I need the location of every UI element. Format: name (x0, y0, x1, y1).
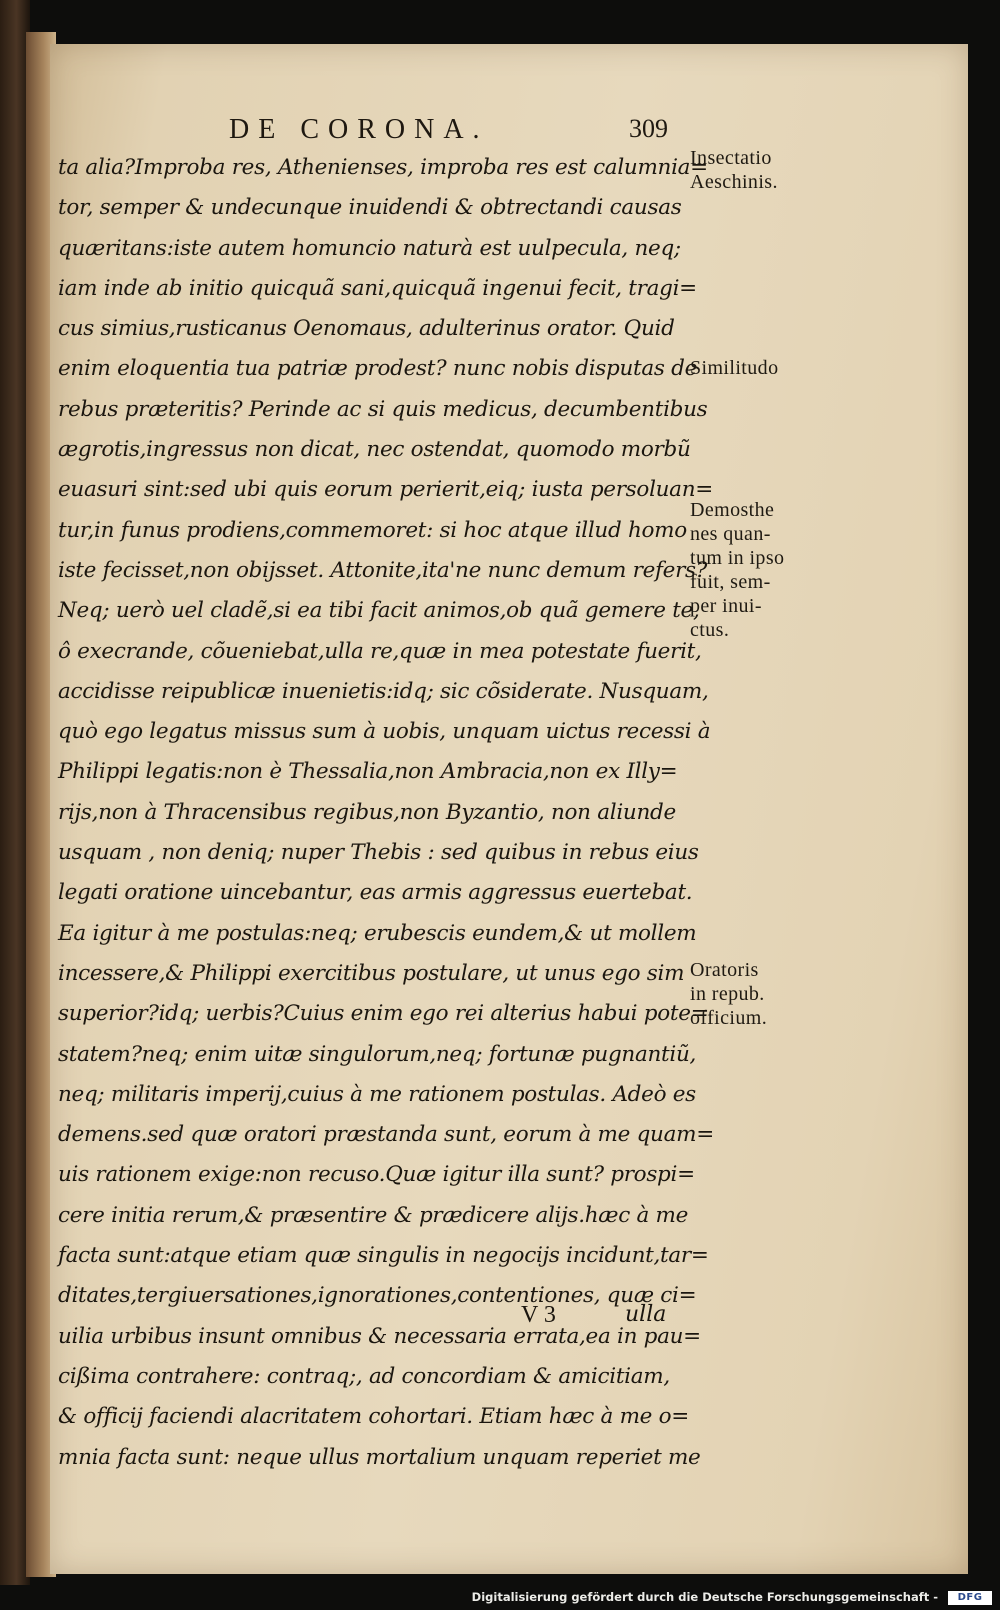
text-line: mnia facta sunt: neque ullus mortalium unquam reperiet me (58, 1444, 701, 1470)
dfg-logo-icon: DFG (948, 1591, 992, 1605)
text-line: iste fecisset,non obijsset. Attonite,ita'ne nunc demum refers? (58, 557, 708, 583)
margin-note-line: Insectatio (690, 147, 772, 169)
margin-note-oratoris (690, 958, 767, 1030)
text-line: euasuri sint:sed ubi quis eorum perierit,eiq; iusta persoluan= (58, 477, 713, 503)
margin-note-demosthenes (690, 498, 784, 642)
text-line: ditates,tergiuersationes,ignorationes,contentiones, quæ ci= (58, 1283, 697, 1309)
text-line: neq; militaris imperij,cuius à me rationem postulas. Adeò es (58, 1081, 696, 1107)
catchword: ulla (625, 1302, 667, 1327)
margin-note-line: Aeschinis. (690, 171, 778, 193)
text-line: & officij faciendi alacritatem cohortari. Etiam hæc à me o= (58, 1404, 689, 1430)
margin-note-line: ctus. (690, 619, 730, 641)
running-head-title: DE CORONA. (229, 114, 489, 145)
text-line: usquam , non deniq; nuper Thebis : sed quibus in rebus eius (58, 840, 699, 866)
text-line: Ea igitur à me postulas:neq; erubescis eundem,& ut mollem (58, 920, 697, 946)
margin-note-line: Oratoris (690, 959, 759, 981)
text-line: Philippi legatis:non è Thessalia,non Ambracia,non ex Illy= (58, 759, 678, 785)
signature-line (521, 1302, 701, 1336)
text-line: rebus præteritis? Perinde ac si quis medicus, decumbentibus (58, 396, 708, 422)
margin-note-line: Demosthe (690, 499, 775, 521)
margin-note-line: in repub. (690, 983, 765, 1005)
margin-note-line: tum in ipso (690, 547, 785, 569)
margin-note-line: nes quan- (690, 523, 771, 545)
text-line: tor, semper & undecunque inuidendi & obtrectandi causas (58, 195, 682, 221)
text-line: statem?neq; enim uitæ singulorum,neq; fortunæ pugnantiũ, (58, 1041, 697, 1067)
margin-note-insectatio (690, 146, 778, 194)
signature-mark: V 3 (521, 1302, 556, 1328)
text-line: cißima contrahere: contraq;, ad concordiam & amicitiam, (58, 1363, 670, 1389)
footer-bar (0, 1586, 1000, 1610)
text-line: uilia urbibus insunt omnibus & necessaria errata,ea in pau= (58, 1323, 701, 1349)
text-line: ô execrande, cõueniebat,ulla re,quæ in mea potestate fuerit, (58, 638, 702, 664)
text-line: rijs,non à Thracensibus regibus,non Byzantio, non aliunde (58, 799, 676, 825)
text-line: quò ego legatus missus sum à uobis, unquam uictus recessi à (58, 719, 711, 745)
body-text (58, 148, 714, 1478)
margin-note-line: fuit, sem- (690, 571, 771, 593)
text-line: superior?idq; uerbis?Cuius enim ego rei alterius habui pote= (58, 1001, 709, 1027)
text-line: iam inde ab initio quicquã sani,quicquã ingenui fecit, tragi= (58, 275, 697, 301)
text-line: legati oratione uincebantur, eas armis aggressus euertebat. (58, 880, 693, 906)
text-line: incessere,& Philippi exercitibus postulare, ut unus ego sim (58, 960, 685, 986)
page-number: 309 (629, 114, 668, 143)
text-line: Neq; uerò uel cladẽ,si ea tibi facit animos,ob quã gemere te, (58, 598, 700, 624)
text-line: ta alia?Improba res, Athenienses, improba res est calumnia= (58, 155, 708, 180)
text-line: tur,in funus prodiens,commemoret: si hoc atque illud homo (58, 517, 687, 543)
text-line: ægrotis,ingressus non dicat, nec ostendat, quomodo morbũ (58, 437, 691, 463)
text-line: demens.sed quæ oratori præstanda sunt, eorum à me quam= (58, 1122, 714, 1148)
text-line: cus simius,rusticanus Oenomaus, adulterinus orator. Quid (58, 316, 675, 342)
margin-note-line: officium. (690, 1007, 768, 1029)
footer-credit: Digitalisierung gefördert durch die Deutsche Forschungsgemeinschaft - (471, 1590, 938, 1604)
text-line: quæritans:iste autem homuncio naturà est uulpecula, neq; (58, 235, 681, 261)
margin-note-line: Similitudo (690, 357, 779, 379)
margin-note-line: per inui- (690, 595, 762, 617)
margin-note-similitudo (690, 356, 778, 380)
running-head (229, 114, 709, 150)
text-line: uis rationem exige:non recuso.Quæ igitur illa sunt? prospi= (58, 1162, 695, 1188)
text-line: facta sunt:atque etiam quæ singulis in negocijs incidunt,tar= (58, 1243, 709, 1269)
text-line: accidisse reipublicæ inuenietis:idq; sic cõsiderate. Nusquam, (58, 678, 709, 704)
text-line: enim eloquentia tua patriæ prodest? nunc nobis disputas de (58, 356, 698, 382)
text-line: cere initia rerum,& præsentire & prædicere alijs.hæc à me (58, 1202, 689, 1228)
